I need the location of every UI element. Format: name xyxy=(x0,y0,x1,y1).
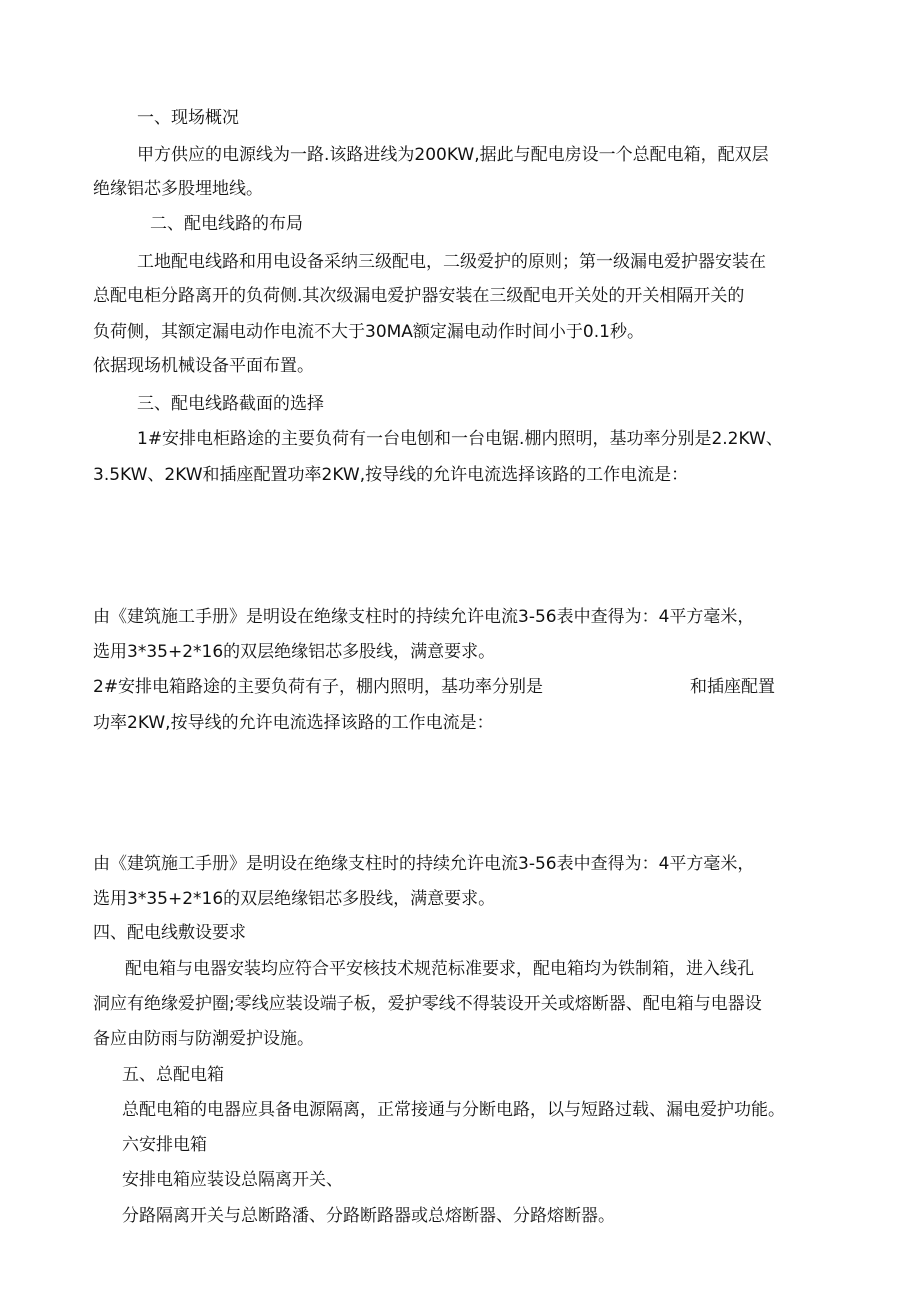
section-3-para-2-line-2: 选用3*35+2*16的双层绝缘铝芯多股线，满意要求。 xyxy=(93,642,496,662)
section-3-para-3-line-2: 功率2KW,按导线的允许电流选择该路的工作电流是： xyxy=(93,713,494,733)
section-6-para-2: 分路隔离开关与总断路潘、分路断路器或总熔断器、分路熔断器。 xyxy=(122,1206,615,1226)
section-5-para-1: 总配电箱的电器应具备电源隔离，正常接通与分断电路，以与短路过载、漏电爱护功能。 xyxy=(122,1100,785,1120)
section-4-para-1-line-3: 备应由防雨与防潮爱护设施。 xyxy=(93,1029,314,1049)
section-4-heading: 四、配电线敷设要求 xyxy=(93,923,246,943)
section-2-para-1-line-2: 总配电柜分路离开的负荷侧.其次级漏电爱护器安装在三级配电开关处的开关相隔开关的 xyxy=(93,286,745,306)
section-4-para-1-line-2: 洞应有绝缘爱护圈;零线应装设端子板，爱护零线不得装设开关或熔断器、配电箱与电器设 xyxy=(93,994,762,1014)
section-2-para-1-line-1: 工地配电线路和用电设备采纳三级配电，二级爱护的原则；第一级漏电爱护器安装在 xyxy=(137,252,766,272)
section-1-para-1-line-1: 甲方供应的电源线为一路.该路进线为200KW,据此与配电房设一个总配电箱，配双层 xyxy=(137,145,769,165)
section-3-para-2-line-1: 由《建筑施工手册》是明设在绝缘支柱时的持续允许电流3-56表中查得为：4平方毫米， xyxy=(93,607,755,627)
section-3-para-4-line-1: 由《建筑施工手册》是明设在绝缘支柱时的持续允许电流3-56表中查得为：4平方毫米， xyxy=(93,854,755,874)
section-1-heading: 一、现场概况 xyxy=(137,108,239,128)
section-6-heading: 六安排电箱 xyxy=(122,1135,207,1155)
section-1-para-1-line-2: 绝缘铝芯多股埋地线。 xyxy=(93,179,263,199)
section-6-para-1: 安排电箱应装设总隔离开关、 xyxy=(122,1170,343,1190)
section-2-para-2: 依据现场机械设备平面布置。 xyxy=(93,356,314,376)
section-5-heading: 五、总配电箱 xyxy=(122,1065,224,1085)
section-4-para-1-line-1: 配电箱与电器安装均应符合平安核技术规范标准要求，配电箱均为铁制箱，进入线孔 xyxy=(125,959,754,979)
section-3-para-4-line-2: 选用3*35+2*16的双层绝缘铝芯多股线，满意要求。 xyxy=(93,889,496,909)
section-2-heading: 二、配电线路的布局 xyxy=(150,214,303,234)
section-2-para-1-line-3: 负荷侧，其额定漏电动作电流不大于30MA额定漏电动作时间小于0.1秒。 xyxy=(93,322,644,342)
section-3-heading: 三、配电线路截面的选择 xyxy=(137,394,324,414)
section-3-para-3-line-1b: 和插座配置 xyxy=(690,677,775,697)
section-3-para-1-line-2: 3.5KW、2KW和插座配置功率2KW,按导线的允许电流选择该路的工作电流是： xyxy=(93,465,689,485)
section-3-para-1-line-1: 1#安排电柜路途的主要负荷有一台电刨和一台电锯.棚内照明，基功率分别是2.2KW、 xyxy=(137,429,783,449)
section-3-para-3-line-1a: 2#安排电箱路途的主要负荷有子，棚内照明，基功率分别是 xyxy=(93,677,544,697)
